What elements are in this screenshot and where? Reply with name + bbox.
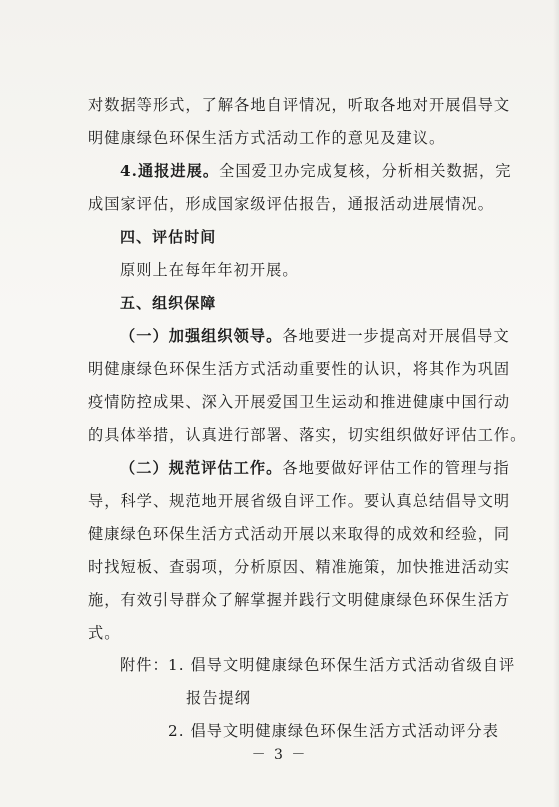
paragraph-lead: （二）规范评估工作。	[120, 459, 283, 477]
paragraph-text: 各地要进一步提高对开展倡导文	[282, 327, 510, 345]
attachment-item-2: 2. 倡导文明健康绿色环保生活方式活动评分表	[168, 722, 499, 740]
section-heading-4: 四、评估时间	[120, 228, 217, 246]
paragraph-text: 全国爱卫办完成复核，分析相关数据，完	[219, 162, 512, 180]
paragraph-lead: 4.通报进展。	[120, 162, 220, 180]
body-line-9: 明健康绿色环保生活方式活动重要性的认识，将其作为巩固	[88, 360, 511, 378]
body-line-13: 导，科学、规范地开展省级自评工作。要认真总结倡导文明	[88, 492, 511, 510]
body-line-1: 对数据等形式，了解各地自评情况，听取各地对开展倡导文	[88, 96, 511, 114]
body-line-14: 健康绿色环保生活方式活动开展以来取得的成效和经验，同	[88, 525, 511, 543]
body-line-2: 明健康绿色环保生活方式活动工作的意见及建议。	[88, 129, 446, 147]
paragraph-lead: （一）加强组织领导。	[120, 327, 283, 345]
attachments-label: 附件：	[120, 656, 169, 674]
body-line-11: 的具体举措，认真进行部署、落实，切实组织做好评估工作。	[88, 426, 527, 444]
paragraph-guifan-pinggu	[120, 458, 510, 478]
body-line-15: 时找短板、查弱项，分析原因、精准施策，加快推进活动实	[88, 558, 511, 576]
attachment-item-1: 1. 倡导文明健康绿色环保生活方式活动省级自评	[168, 656, 516, 674]
attachment-item-1-continued: 报告提纲	[186, 689, 251, 707]
body-line-17: 式。	[88, 624, 121, 642]
section-heading-5: 五、组织保障	[120, 294, 217, 312]
body-line-6: 原则上在每年年初开展。	[120, 261, 299, 279]
body-line-10: 疫情防控成果、深入开展爱国卫生运动和推进健康中国行动	[88, 393, 511, 411]
body-line-4: 成国家评估，形成国家级评估报告，通报活动进展情况。	[88, 195, 494, 213]
paragraph-tongbao-jinzhan	[120, 161, 511, 181]
paragraph-jiaqiang-lingdao	[120, 326, 510, 346]
body-line-16: 施，有效引导群众了解掌握并践行文明健康绿色环保生活方	[88, 591, 511, 609]
paragraph-text: 各地要做好评估工作的管理与指	[282, 459, 510, 477]
scan-edge-shadow	[553, 0, 559, 807]
page-number: － 3 －	[251, 747, 308, 763]
